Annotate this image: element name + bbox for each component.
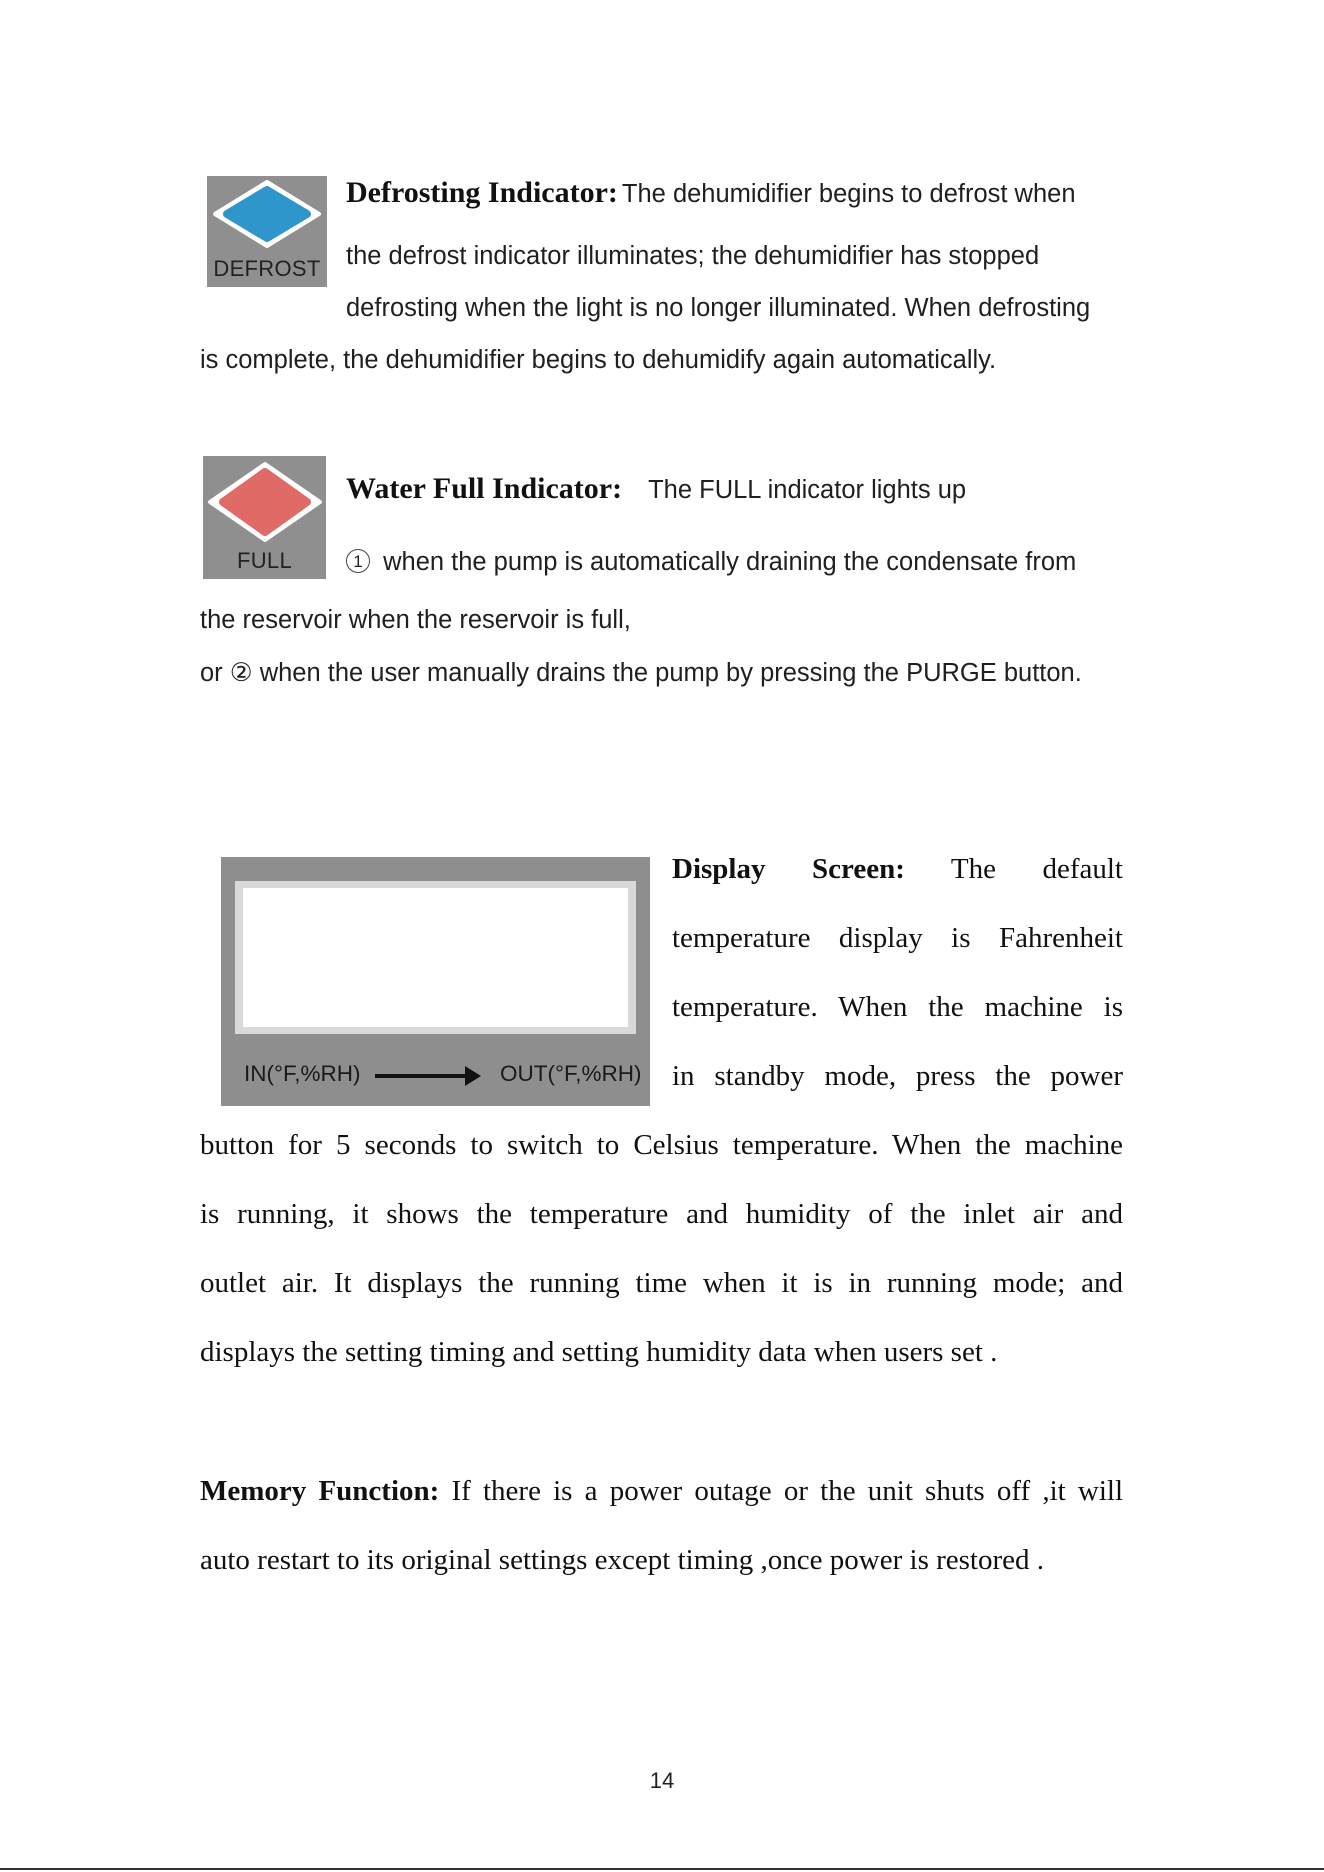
page-number: 14 bbox=[649, 1768, 675, 1793]
display-arrow-icon bbox=[465, 1066, 481, 1086]
defrost-heading: Defrosting Indicator: bbox=[346, 176, 618, 209]
display-arrow-line bbox=[375, 1074, 467, 1078]
defrost-line-2: the defrost indicator illuminates; the dehumidifier has stopped bbox=[346, 242, 1040, 270]
display-screen-blank bbox=[243, 888, 628, 1027]
defrost-line-1: The dehumidifier begins to defrost when bbox=[621, 180, 1076, 208]
display-line-4: in standby mode, press the power bbox=[672, 1060, 1123, 1092]
memory-line-2: auto restart to its original settings except timing ,once power is restored . bbox=[200, 1544, 1045, 1576]
full-line-1: The FULL indicator lights up bbox=[648, 476, 967, 504]
full-icon-label: FULL bbox=[237, 548, 292, 573]
full-heading: Water Full Indicator: bbox=[346, 472, 623, 505]
circled-number-1: 1 bbox=[346, 549, 370, 573]
defrost-line-3: defrosting when the light is no longer illuminated. When defrosting bbox=[346, 294, 1091, 322]
full-indicator-icon bbox=[203, 456, 326, 579]
defrost-indicator-icon bbox=[207, 176, 327, 287]
full-line-2-wrap bbox=[346, 548, 1076, 577]
display-line-1-text: The default bbox=[950, 853, 1123, 885]
display-screen-frame bbox=[235, 881, 636, 1034]
display-line-8: displays the setting timing and setting humidity data when users set . bbox=[200, 1336, 998, 1368]
display-line-6: is running, it shows the temperature and humidity of the inlet air and bbox=[200, 1198, 1123, 1230]
display-line-7: outlet air. It displays the running time when it is in running mode; and bbox=[200, 1267, 1123, 1299]
display-line-5: button for 5 seconds to switch to Celsius temperature. When the machine bbox=[200, 1129, 1123, 1161]
defrost-line-4: is complete, the dehumidifier begins to dehumidify again automatically. bbox=[200, 346, 997, 374]
display-line-2: temperature display is Fahrenheit bbox=[672, 922, 1123, 954]
display-line-1 bbox=[672, 853, 1123, 893]
defrost-icon-label: DEFROST bbox=[213, 256, 321, 281]
full-line-3: the reservoir when the reservoir is full, bbox=[200, 606, 631, 634]
display-out-label: OUT(°F,%RH) bbox=[500, 1061, 642, 1086]
full-heading-line bbox=[346, 472, 966, 506]
display-heading: Display Screen: bbox=[672, 853, 905, 885]
full-line-2: when the pump is automatically draining the condensate from bbox=[383, 548, 1077, 576]
memory-line-1-text: If there is a power outage or the unit shuts off ,it will bbox=[451, 1475, 1123, 1507]
defrost-heading-line bbox=[346, 176, 1076, 210]
full-diamond-shape bbox=[223, 472, 307, 532]
display-screen-image bbox=[221, 857, 650, 1106]
display-line-3: temperature. When the machine is bbox=[672, 991, 1123, 1023]
full-line-4: or ② when the user manually drains the pump by pressing the PURGE button. bbox=[200, 659, 1082, 687]
memory-heading: Memory Function: bbox=[200, 1475, 440, 1507]
display-in-label: IN(°F,%RH) bbox=[244, 1061, 361, 1086]
bottom-border-line bbox=[0, 1868, 1324, 1870]
memory-line-1 bbox=[200, 1475, 1123, 1515]
